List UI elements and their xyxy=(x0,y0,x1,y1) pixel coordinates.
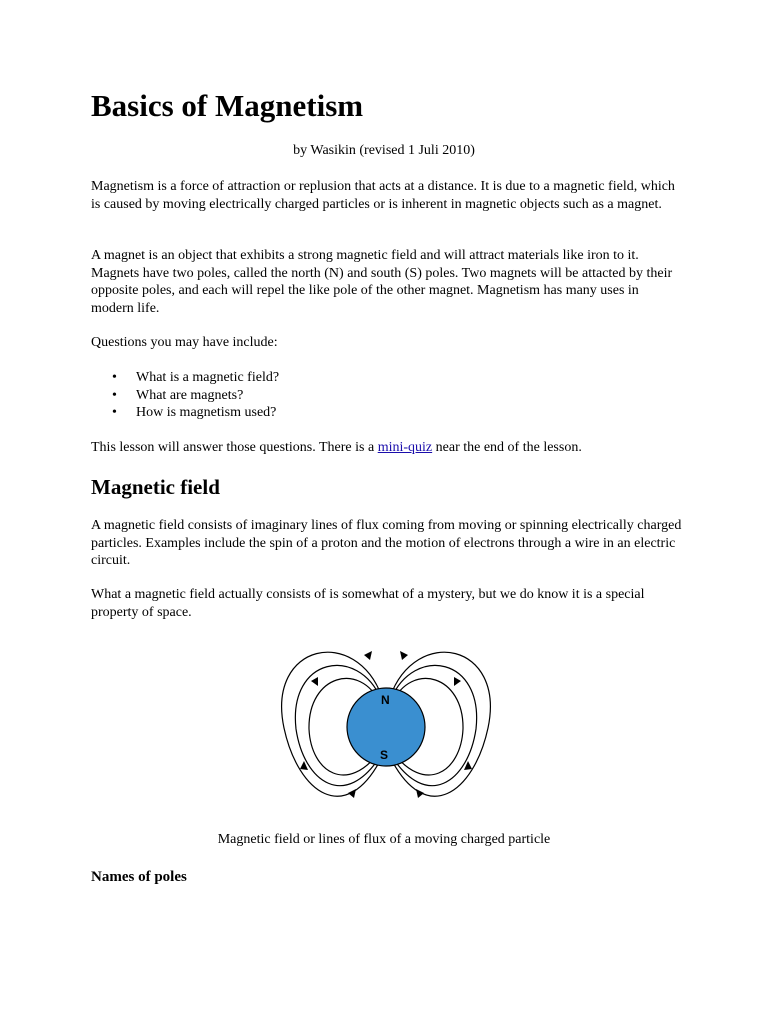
arrow-icon xyxy=(311,677,318,686)
answer-text-after: near the end of the lesson. xyxy=(432,440,582,455)
bullet-icon: • xyxy=(112,405,117,420)
magnetic-field-paragraph-1: A magnetic field consists of imaginary lines of flux coming from moving or spinning electrically charged particles. Examples include the spin of a proton and the motion of electrons through a wire in an electric circuit. xyxy=(91,518,682,568)
answer-text-before: This lesson will answer those questions. There is a xyxy=(91,440,378,455)
magnetic-field-svg xyxy=(276,633,496,823)
south-pole-label: S xyxy=(380,748,389,762)
questions-lead: Questions you may have include: xyxy=(91,335,278,350)
question-text: What is a magnetic field? xyxy=(136,370,280,385)
arrow-icon xyxy=(364,651,372,660)
north-pole-label: N xyxy=(381,693,390,707)
list-item xyxy=(91,369,279,387)
arrow-icon xyxy=(348,789,356,798)
list-item xyxy=(91,387,279,405)
bullet-icon: • xyxy=(112,387,117,403)
intro-paragraph-2: A magnet is an object that exhibits a strong magnetic field and will attract materials like iron to it. Magnets have two poles, called the north (N) and south (S) poles. Two magnets will be attacted by their opposite poles, and each will repel the like pole of the other magnet. Magnetism has many uses in modern life. xyxy=(91,248,673,316)
byline: by Wasikin (revised 1 Juli 2010) xyxy=(293,143,475,158)
list-item xyxy=(91,404,279,422)
mini-quiz-link[interactable]: mini-quiz xyxy=(377,440,433,455)
arrow-icon xyxy=(416,789,424,798)
answer-paragraph xyxy=(91,439,683,457)
subheading-names-of-poles: Names of poles xyxy=(91,869,187,885)
question-text: How is magnetism used? xyxy=(136,405,277,420)
question-text: What are magnets? xyxy=(136,387,244,403)
section-heading-magnetic-field: Magnetic field xyxy=(91,475,220,499)
intro-paragraph-1: Magnetism is a force of attraction or replusion that acts at a distance. It is due to a magnetic field, which is caused by moving electrically charged particles or is inherent in magnetic objects such as a magnet. xyxy=(91,179,675,212)
magnetic-field-diagram xyxy=(276,633,496,823)
questions-list xyxy=(91,369,279,422)
page-title: Basics of Magnetism xyxy=(91,88,364,123)
arrow-icon xyxy=(454,677,461,686)
bullet-icon: • xyxy=(112,370,117,385)
arrow-icon xyxy=(400,651,408,660)
magnetic-field-paragraph-2: What a magnetic field actually consists of is somewhat of a mystery, but we do know it is a special property of space. xyxy=(91,587,645,620)
figure-caption: Magnetic field or lines of flux of a moving charged particle xyxy=(217,832,551,847)
